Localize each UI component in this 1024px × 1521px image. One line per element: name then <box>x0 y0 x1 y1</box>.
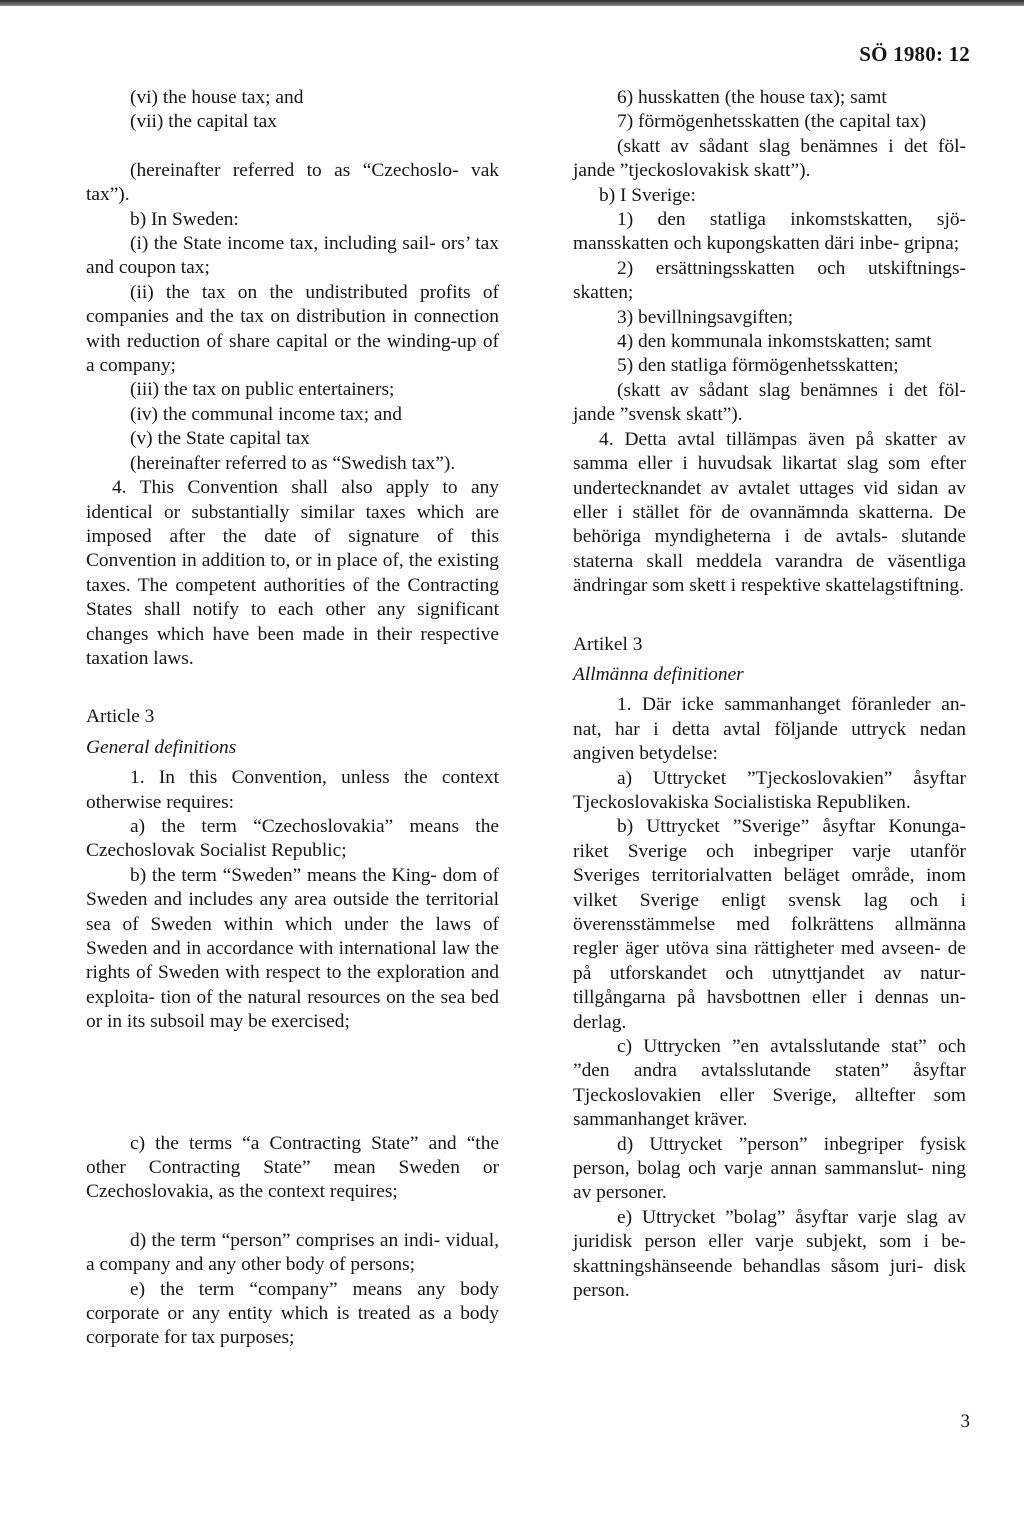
sv-article-para-c: c) Uttrycken ”en avtalsslutande stat” och ”den andra avtalsslutande staten” åsyftar Tjeckoslovakien eller Sverige, alltefter som sammanhanget kräver. <box>573 1036 966 1131</box>
en-para-v: (v) the State capital tax <box>130 428 310 450</box>
en-para-hereinafter-czech: (hereinafter referred to as “Czechoslo- vak tax”). <box>86 159 499 206</box>
english-column <box>86 86 499 1351</box>
en-article-para-c: c) the terms “a Contracting State” and “the other Contracting State” mean Sweden or Czechoslovakia, as the context requires; <box>86 1132 499 1203</box>
page-number: 3 <box>960 1411 970 1432</box>
en-article-heading <box>86 705 499 760</box>
en-para-vi: (vi) the house tax; and <box>130 87 304 108</box>
swedish-column <box>573 86 966 1304</box>
sv-para-2: 2) ersättningsskatten och utskiftnings- skatten; <box>573 257 966 304</box>
sv-para-4: 4) den kommunala inkomstskatten; samt <box>617 331 932 353</box>
sv-article-heading <box>573 633 966 688</box>
en-article-para-a: a) the term “Czechoslovakia” means the Czechoslovak Socialist Republic; <box>86 815 499 862</box>
sv-para-6: 6) husskatten (the house tax); samt <box>617 87 887 108</box>
en-para-hereinafter-swedish: (hereinafter referred to as “Swedish tax”). <box>130 452 456 474</box>
sv-para-3: 3) bevillningsavgiften; <box>617 306 794 328</box>
sv-para-5: 5) den statliga förmögenhetsskatten; <box>617 355 899 377</box>
en-para-ii: (ii) the tax on the undistributed profits of companies and the tax on distribution in connection with reduction of share capital or the winding-up of a company; <box>86 281 499 377</box>
en-article-para-1: 1. In this Convention, unless the context otherwise requires: <box>86 767 499 813</box>
en-para-vii: (vii) the capital tax <box>130 111 277 133</box>
sv-article-para-e: e) Uttrycket ”bolag” åsyftar varje slag av juridisk person eller varje subjekt, som i be- skattningshänseende behandlas såsom juri- disk person. <box>573 1206 966 1302</box>
en-article-para-b: b) the term “Sweden” means the King- dom of Sweden and includes any area outside the territorial sea of Sweden within which under the laws of Sweden and in accordance with international law the rights of Sweden with respect to the exploration and exploita- tion of the natural resources on the sea bed or in its subsoil may be exercised; <box>86 864 499 1033</box>
sv-para-4-avtal: 4. Detta avtal tillämpas även på skatter av samma eller i huvudsak likartat slag som efter undertecknandet av avtalet uttages vid sidan av eller i stället för de ovannämnda skatterna. De behöriga myndigheterna i de avtals- slutande staterna skall meddela varandra de väsentliga ändringar som skett i respektive skattelagstiftning. <box>573 428 966 597</box>
document-reference: SÖ 1980: 12 <box>859 42 970 66</box>
en-article-para-e: e) the term “company” means any body corporate or any entity which is treated as a body corporate for tax purposes; <box>86 1278 499 1349</box>
en-para-iii: (iii) the tax on public entertainers; <box>130 379 395 401</box>
sv-para-7: 7) förmögenhetsskatten (the capital tax) <box>617 111 927 133</box>
sv-article-para-a: a) Uttrycket ”Tjeckoslovakien” åsyftar Tjeckoslovakiska Socialistiska Republiken. <box>573 767 966 813</box>
sv-para-skatt-tjeckoslovakisk: (skatt av sådant slag benämnes i det föl- jande ”tjeckoslovakisk skatt”). <box>573 135 966 182</box>
sv-para-b-sverige: b) I Sverige: <box>599 184 696 206</box>
en-para-b-sweden: b) In Sweden: <box>130 208 239 230</box>
sv-article-para-b: b) Uttrycket ”Sverige” åsyftar Konunga- riket Sverige och inbegriper varje utanför Sveriges territorialvatten beläget område, inom vilket Sverige enligt svensk lag och i överensstämmelse med folkrättens allmänna regler äger utöva sina rättigheter med avseen- de på utforskandet och utnyttjandet av natur- tillgångarna på havsbottnen eller i dennas un- derlag. <box>573 816 966 1033</box>
en-para-4: 4. This Convention shall also apply to any identical or substantially similar taxes which are imposed after the date of signature of this Convention in addition to, or in place of, the existing taxes. The competent authorities of the Contracting States shall notify to each other any significant changes which have been made in their respective taxation laws. <box>86 477 499 669</box>
en-para-i: (i) the State income tax, including sail- ors’ tax and coupon tax; <box>86 233 499 279</box>
page-top-edge <box>0 0 1024 6</box>
en-article-para-d: d) the term “person” comprises an indi- vidual, a company and any other body of persons; <box>86 1229 499 1276</box>
en-para-iv: (iv) the communal income tax; and <box>130 403 402 425</box>
sv-article-number: Artikel 3 <box>573 633 643 655</box>
sv-para-skatt-svensk: (skatt av sådant slag benämnes i det föl- jande ”svensk skatt”). <box>573 379 966 426</box>
en-article-title: General definitions <box>86 736 237 758</box>
sv-article-para-d: d) Uttrycket ”person” inbegriper fysisk person, bolag och varje annan sammanslut- ning av personer. <box>573 1133 966 1204</box>
en-article-number: Article 3 <box>86 706 155 728</box>
sv-para-1: 1) den statliga inkomstskatten, sjö- mansskatten och kupongskatten däri inbe- gripna; <box>573 209 966 255</box>
sv-article-para-1: 1. Där icke sammanhanget föranleder an- nat, har i detta avtal följande uttryck nedan angiven betydelse: <box>573 694 966 765</box>
sv-article-title: Allmänna definitioner <box>573 663 744 685</box>
